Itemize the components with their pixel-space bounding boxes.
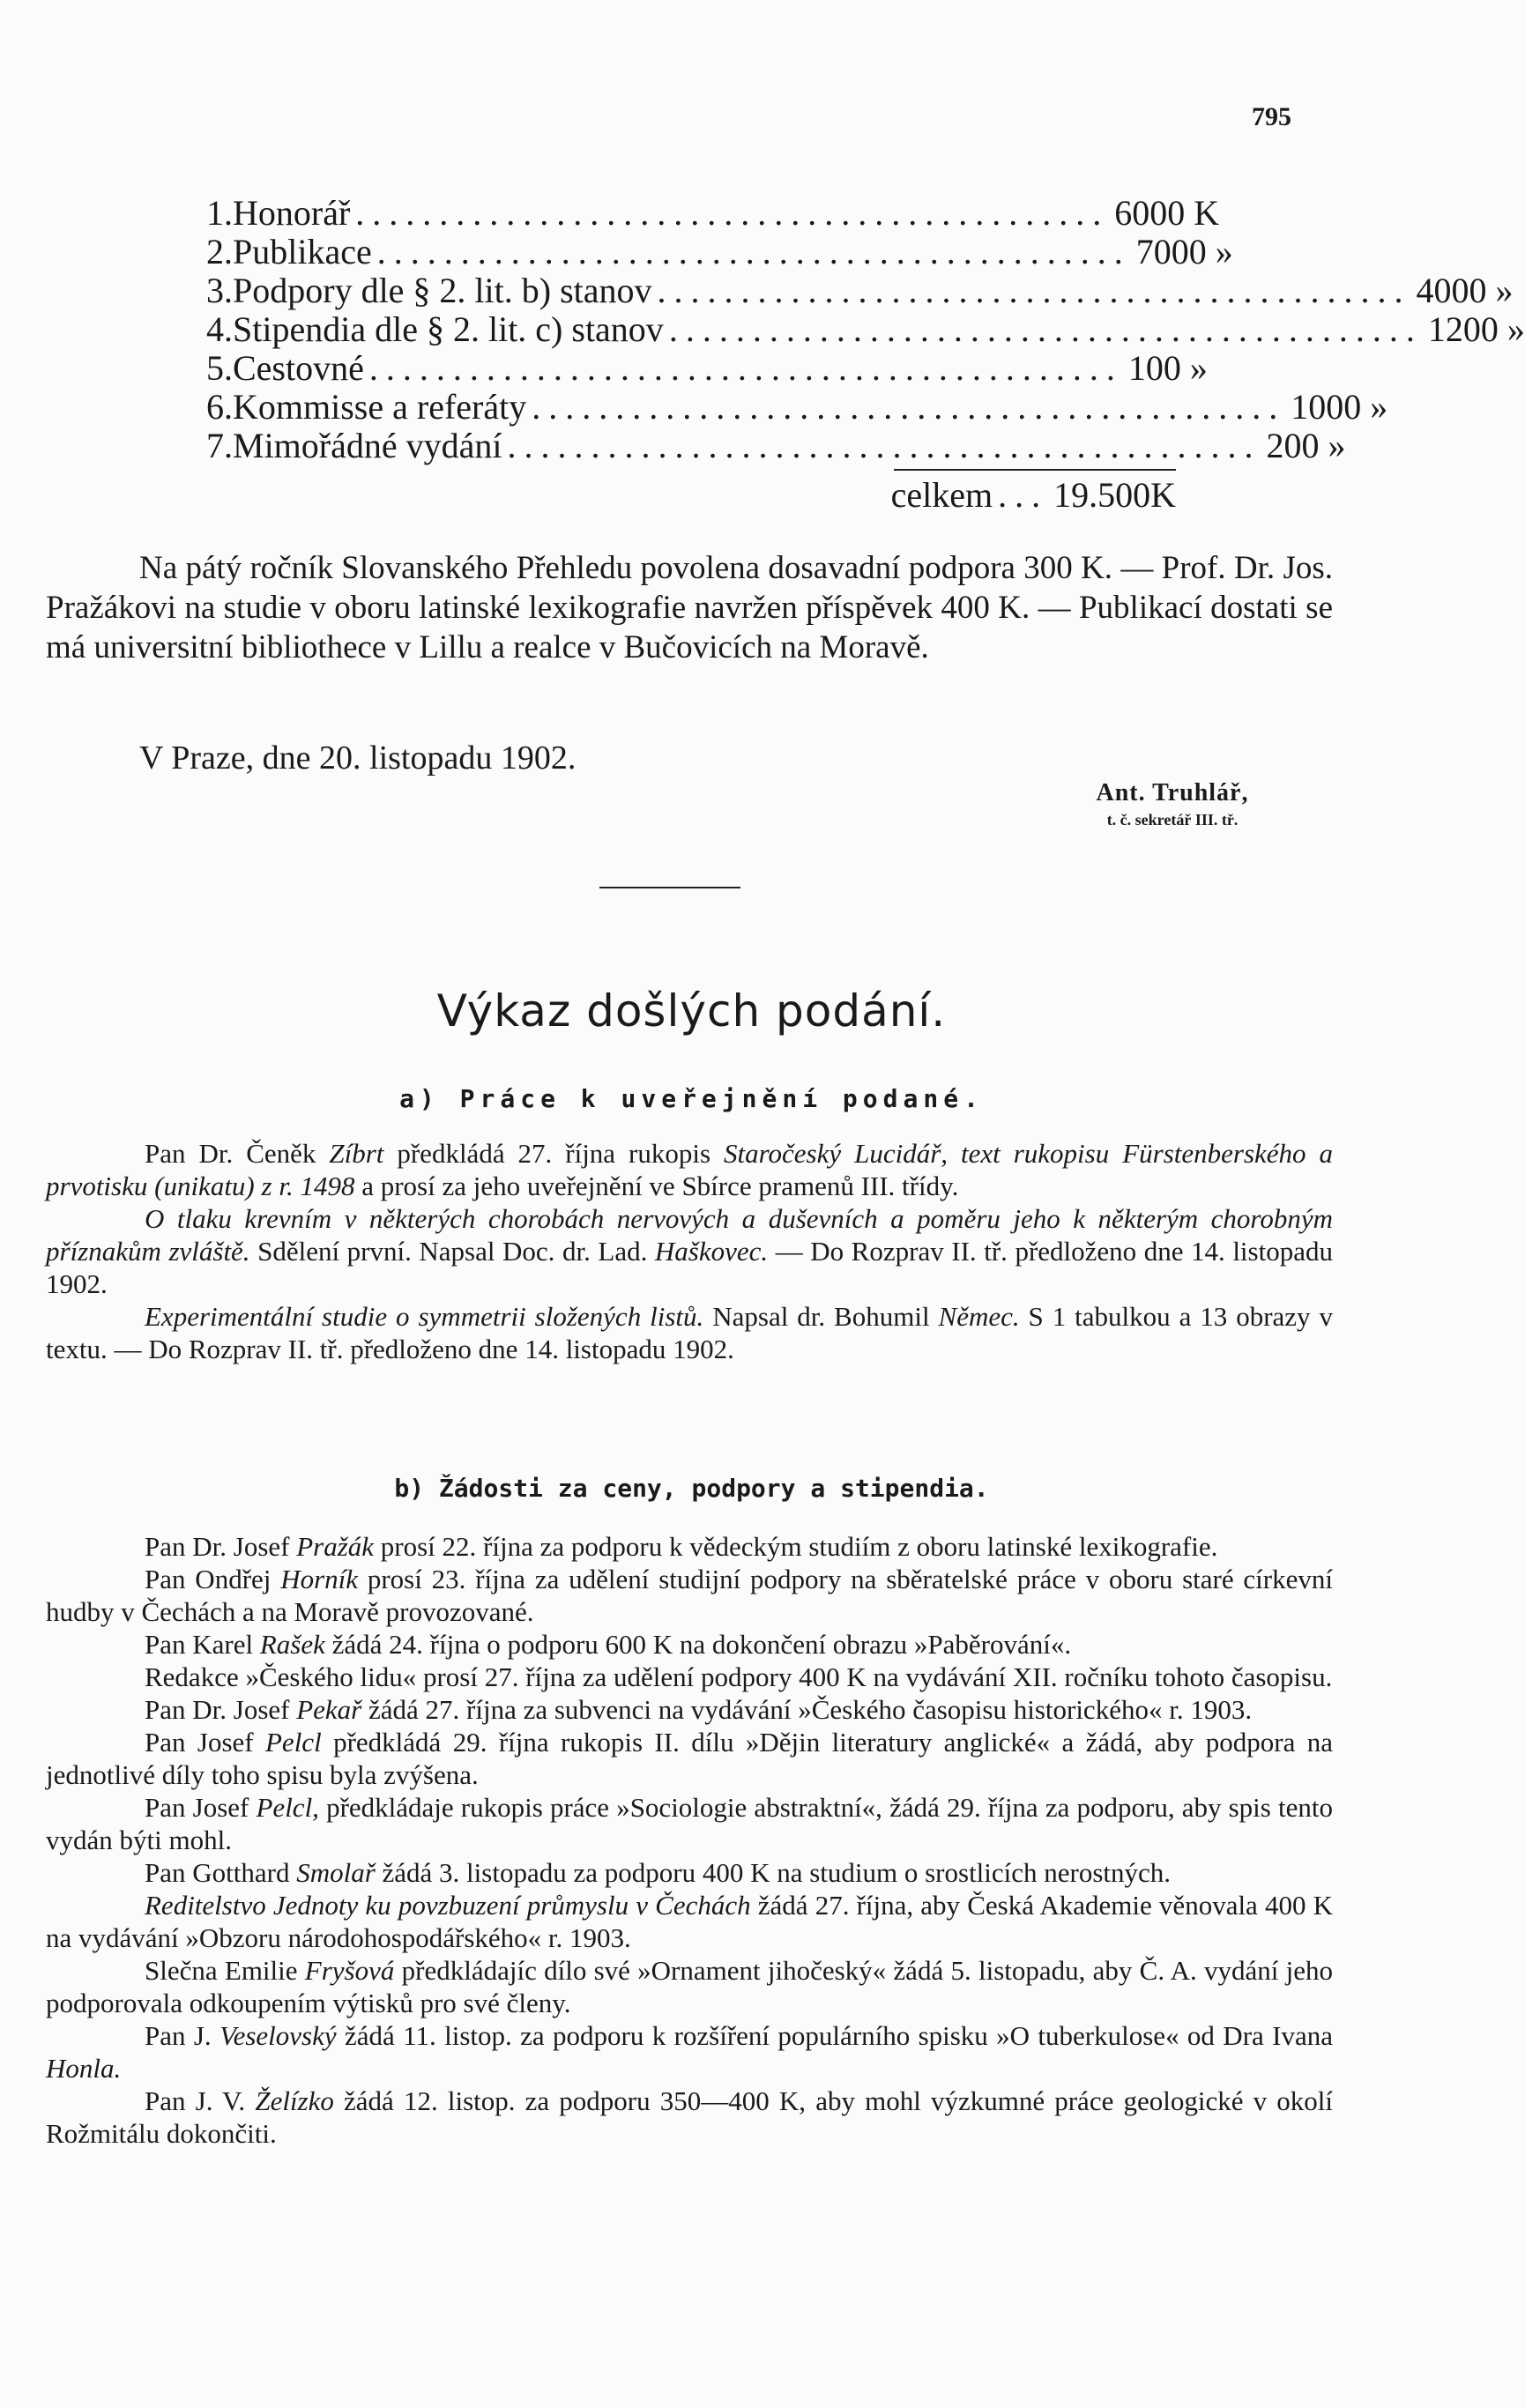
budget-unit: »: [1506, 309, 1525, 349]
budget-num: 4.: [206, 309, 233, 349]
budget-row: [206, 426, 1346, 465]
budget-num: 3.: [206, 271, 233, 310]
list-item: Pan J. Veselovský žádá 11. listop. za podporu k rozšíření populárního spisku »O tuberkulose« od Dra Ivana Honla.: [46, 2020, 1333, 2084]
budget-row: [206, 348, 1208, 388]
list-item: Pan Gotthard Smolař žádá 3. listopadu za podporu 400 K na studium o srostlicích nerostných.: [145, 1857, 1172, 1888]
budget-unit: »: [1189, 348, 1208, 388]
page-number: 795: [1252, 102, 1291, 131]
budget-label: Kommisse a referáty: [233, 387, 527, 427]
entries-b: [46, 1530, 1333, 2150]
subsection-b-heading: b) Žádosti za ceny, podpory a stipendia.: [394, 1474, 989, 1503]
budget-num: 7.: [206, 426, 233, 465]
leader-dots: .............................................: [355, 193, 1110, 233]
signature-block: [1040, 779, 1305, 829]
budget-row: [206, 309, 1525, 349]
budget-unit: »: [1328, 426, 1346, 465]
list-item: Pan Josef Pelcl předkládá 29. října rukopis II. dílu »Dějin literatury anglické« a žádá, aby podpora na jednotlivé díly toho spisu byla zvýšena.: [46, 1727, 1333, 1790]
list-item: O tlaku krevním v některých chorobách nervových a duševních a poměru jeho k některým chorobným příznakům zvláště. Sdělení první. Napsal Doc. dr. Lad. Haškovec. — Do Rozprav II. tř. předloženo dne 14. listopadu 1902.: [46, 1203, 1333, 1299]
signature-name: Ant. Truhlář,: [1096, 779, 1249, 806]
budget-table: [206, 193, 1525, 515]
budget-amount: 100: [1127, 348, 1181, 388]
list-item: Pan Josef Pelcl, předkládaje rukopis práce »Sociologie abstraktní«, žádá 29. října za podporu, aby spis tento vydán býti mohl.: [46, 1792, 1333, 1855]
budget-unit: »: [1495, 271, 1514, 310]
budget-total-row: [206, 476, 1176, 515]
budget-unit: »: [1215, 232, 1233, 271]
note-paragraph: Na pátý ročník Slovanského Přehledu povolena dosavadní podpora 300 K. — Prof. Dr. Jos. Pražákovi na studie v oboru latinské lexikografie navržen příspěvek 400 K. — Publikací dostati se má universitní bibliothece v Lillu a realce v Bučovicích na Moravě.: [46, 550, 1333, 665]
total-rule: [894, 469, 1176, 471]
list-item: Experimentální studie o symmetrii složených listů. Napsal dr. Bohumil Němec. S 1 tabulkou a 13 obrazy v textu. — Do Rozprav II. tř. předloženo dne 14. listopadu 1902.: [46, 1301, 1333, 1364]
budget-amount: 1000: [1291, 387, 1362, 427]
leader-dots: .............................................: [532, 387, 1286, 427]
list-item: Pan Karel Rašek žádá 24. října o podporu 600 K na dokončení obrazu »Paběrování«.: [145, 1629, 1072, 1660]
budget-amount: 200: [1266, 426, 1320, 465]
budget-label: Cestovné: [233, 348, 364, 388]
list-item: Reditelstvo Jednoty ku povzbuzení průmyslu v Čechách žádá 27. října, aby Česká Akademie věnovala 400 K na vydávání »Obzoru národohospodářského« r. 1903.: [46, 1890, 1333, 1953]
leader-dots: ...: [998, 475, 1049, 515]
budget-num: 6.: [206, 387, 233, 427]
total-unit: K: [1150, 475, 1176, 515]
budget-row: [206, 271, 1514, 310]
budget-num: 2.: [206, 232, 233, 271]
section-title: Výkaz došlých podání.: [436, 985, 947, 1037]
budget-num: 1.: [206, 193, 233, 233]
list-item: Pan Dr. Josef Pekař žádá 27. října za subvenci na vydávání »Českého časopisu historického« r. 1903.: [145, 1694, 1253, 1725]
list-item: Pan Dr. Josef Pražák prosí 22. října za podporu k vědeckým studiím z oboru latinské lexikografie.: [145, 1531, 1218, 1562]
list-item: Pan Dr. Čeněk Zíbrt předkládá 27. října rukopis Staročeský Lucidář, text rukopisu Fürstenberského a prvotisku (unikatu) z r. 1498 a prosí za jeho uveřejnění ve Sbírce pramenů III. třídy.: [46, 1138, 1333, 1201]
list-item: Pan J. V. Želízko žádá 12. listop. za podporu 350—400 K, aby mohl výzkumné práce geologické v okolí Rožmitálu dokončiti.: [46, 2085, 1333, 2149]
total-label: celkem: [890, 475, 993, 515]
budget-amount: 4000: [1416, 271, 1487, 310]
budget-amount: 7000: [1135, 232, 1207, 271]
list-item: Slečna Emilie Fryšová předkládajíc dílo své »Ornament jihočeský« žádá 5. listopadu, aby Č. A. vydání jeho podporovala odkoupením výtisků pro své členy.: [46, 1955, 1334, 2018]
budget-row: [206, 387, 1388, 427]
budget-label: Publikace: [233, 232, 372, 271]
entries-a: [46, 1137, 1333, 1365]
budget-unit: »: [1370, 387, 1388, 427]
divider-rule: [599, 887, 740, 888]
budget-label: Honorář: [233, 193, 351, 233]
leader-dots: .............................................: [507, 426, 1261, 465]
budget-num: 5.: [206, 348, 233, 388]
budget-label: Stipendia dle § 2. lit. c) stanov: [233, 309, 664, 349]
budget-label: Podpory dle § 2. lit. b) stanov: [233, 271, 652, 310]
list-item: Redakce »Českého lidu« prosí 27. října za udělení podpory 400 K na vydávání XII. ročníku tohoto časopisu.: [145, 1661, 1333, 1692]
budget-row: [206, 232, 1233, 271]
leader-dots: .............................................: [668, 309, 1423, 349]
leader-dots: .............................................: [657, 271, 1411, 310]
list-item: Pan Ondřej Horník prosí 23. října za udělení studijní podpory na sběratelské práce v oboru staré církevní hudby v Čechách a na Moravě provozované.: [46, 1564, 1333, 1627]
budget-unit: K: [1194, 193, 1220, 233]
leader-dots: .............................................: [368, 348, 1123, 388]
total-amount: 19.500: [1053, 475, 1151, 515]
budget-amount: 1200: [1427, 309, 1499, 349]
subsection-a-heading: a) Práce k uveřejnění podané.: [399, 1084, 984, 1113]
budget-amount: 6000: [1114, 193, 1186, 233]
leader-dots: .............................................: [376, 232, 1131, 271]
signature-role: t. č. sekretář III. tř.: [1106, 811, 1239, 829]
budget-row: [206, 193, 1220, 233]
place-date: V Praze, dne 20. listopadu 1902.: [139, 739, 577, 777]
budget-label: Mimořádné vydání: [233, 426, 502, 465]
